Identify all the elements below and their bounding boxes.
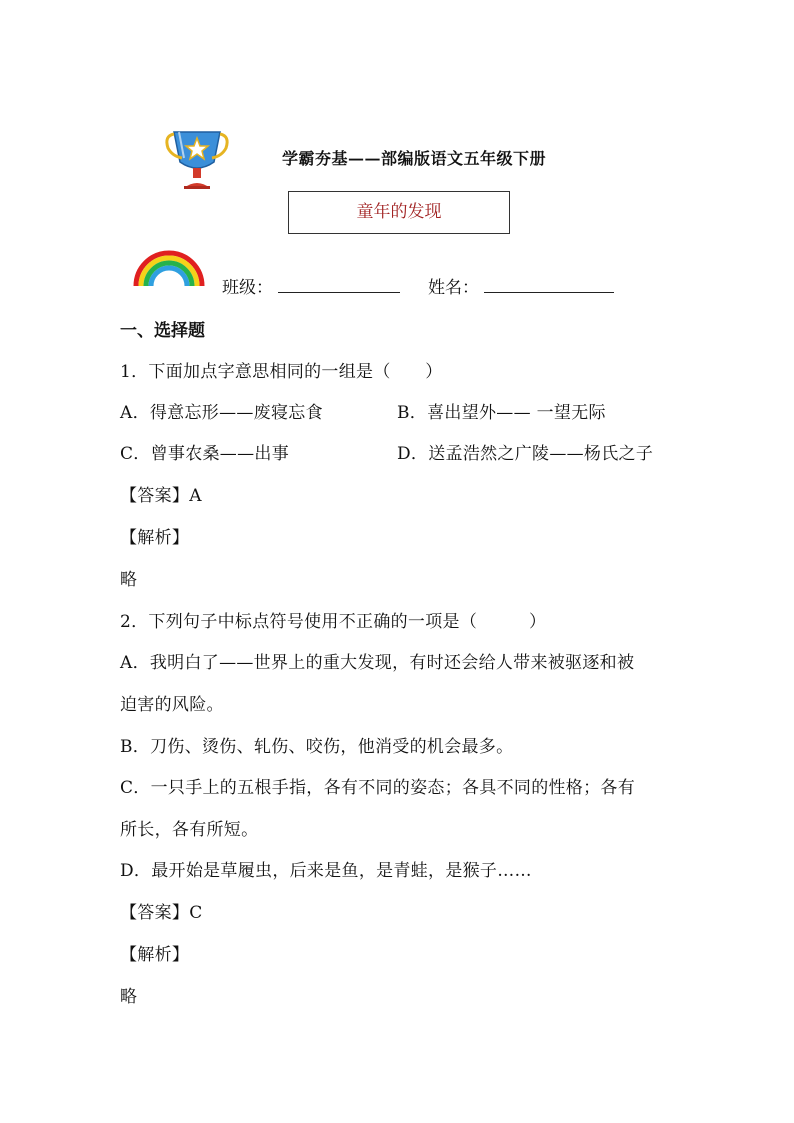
section-heading: 一、选择题: [120, 321, 205, 341]
class-label: 班级：: [222, 278, 273, 298]
question-1-option-c: C．曾事农桑——出事: [120, 444, 290, 464]
question-1-analysis: 略: [120, 570, 138, 590]
trophy-icon: [164, 124, 230, 190]
lesson-title: 童年的发现: [356, 202, 442, 222]
question-1-answer: 【答案】A: [120, 486, 202, 506]
document-title: 学霸夯基——部编版语文五年级下册: [282, 149, 547, 168]
question-2-option-c-line2: 所长，各有所短。: [120, 820, 259, 840]
question-2-option-a-line2: 迫害的风险。: [120, 695, 224, 715]
question-1-option-d: D．送孟浩然之广陵——杨氏之子: [397, 444, 654, 464]
question-2-analysis: 略: [120, 987, 138, 1007]
question-1-analysis-label: 【解析】: [120, 528, 190, 548]
rainbow-icon: [132, 248, 206, 288]
question-1-stem: 1．下面加点字意思相同的一组是（ ）: [120, 362, 443, 382]
question-2-option-c-line1: C．一只手上的五根手指，各有不同的姿态；各具不同的性格；各有: [120, 778, 636, 798]
name-field[interactable]: [484, 292, 614, 293]
question-2-answer: 【答案】C: [120, 903, 203, 923]
question-2-stem: 2．下列句子中标点符号使用不正确的一项是（ ）: [120, 612, 547, 632]
question-2-option-d: D．最开始是草履虫，后来是鱼，是青蛙，是猴子……: [120, 861, 532, 881]
lesson-title-box: [288, 191, 510, 234]
question-1-option-b: B．喜出望外—— 一望无际: [397, 403, 606, 423]
question-1-option-a: A．得意忘形——废寝忘食: [120, 403, 323, 423]
name-label: 姓名：: [428, 278, 479, 298]
class-field[interactable]: [278, 292, 400, 293]
question-2-analysis-label: 【解析】: [120, 945, 190, 965]
question-2-option-b: B．刀伤、烫伤、轧伤、咬伤，他消受的机会最多。: [120, 737, 514, 757]
question-2-option-a-line1: A．我明白了——世界上的重大发现，有时还会给人带来被驱逐和被: [120, 653, 635, 673]
